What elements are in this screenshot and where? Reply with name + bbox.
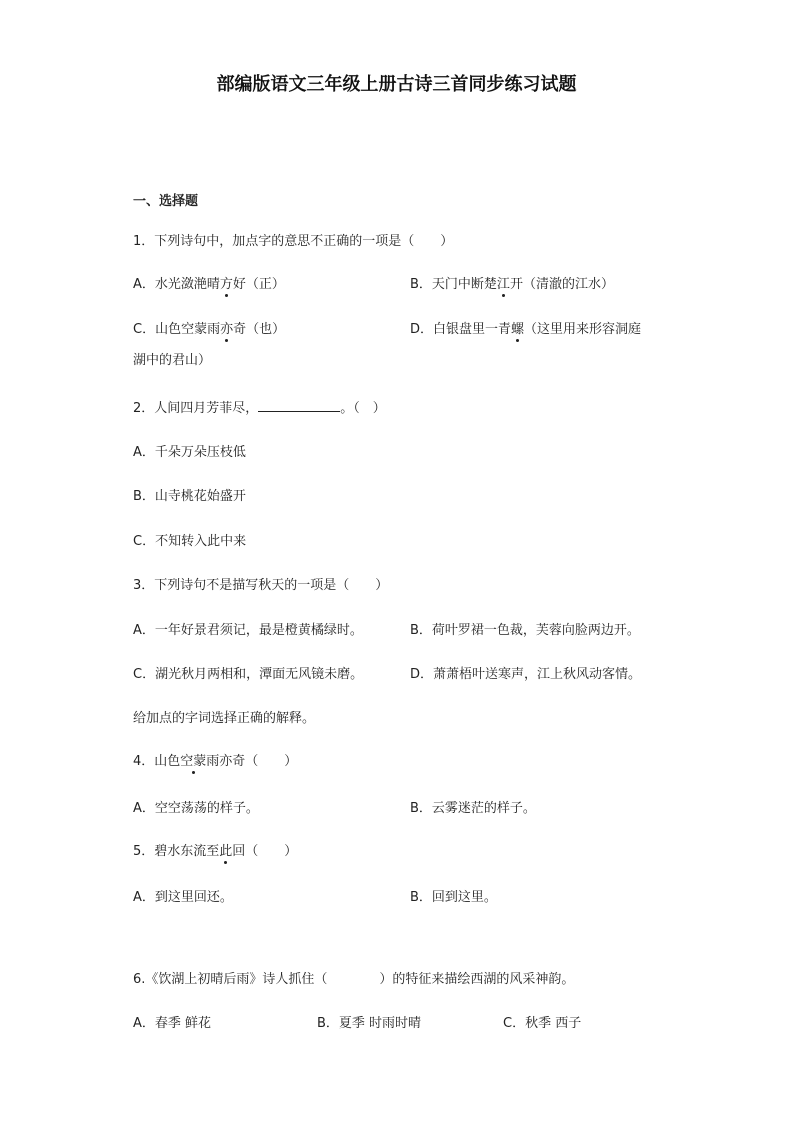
question-3-option-b: B．荷叶罗裙一色裁，芙蓉向脸两边开。 [410, 623, 640, 638]
dotted-chars: 空蒙 [180, 754, 207, 769]
question-2-option-a: A．千朵万朵压枝低 [133, 445, 246, 460]
stem-text: 5．碧水东流 [133, 844, 207, 859]
option-text: （这里用来形容洞庭 [524, 322, 642, 337]
stem-text: 。（ ） [340, 401, 386, 416]
question-1-option-a [133, 276, 285, 294]
option-text: A．水光潋滟晴 [133, 277, 220, 292]
question-1-option-d-continued: 湖中的君山） [133, 353, 212, 368]
question-4-option-b: B．云雾迷茫的样子。 [410, 801, 536, 816]
question-1-option-d [410, 321, 641, 339]
dotted-char: 江 [496, 277, 510, 292]
question-6-option-b: B．夏季 时雨时晴 [317, 1016, 422, 1031]
question-3-option-a: A．一年好景君须记，最是橙黄橘绿时。 [133, 623, 363, 638]
option-text: 好（正） [232, 277, 285, 292]
stem-text: 雨亦奇（ ） [206, 754, 298, 769]
fill-in-blank [258, 399, 340, 412]
question-3-option-d: D．萧萧梧叶送寒声，江上秋风动客情。 [410, 667, 642, 682]
dotted-char: 螺 [511, 322, 525, 337]
question-3-option-c: C．湖光秋月两相和，潭面无风镜未磨。 [133, 667, 364, 682]
dotted-char: 方 [219, 277, 233, 292]
option-text: 开（清澈的江水） [509, 277, 614, 292]
question-5-option-a: A．到这里回还。 [133, 890, 233, 905]
instruction-text: 给加点的字词选择正确的解释。 [133, 711, 316, 726]
question-6-stem: 6.《饮湖上初晴后雨》诗人抓住（ ）的特征来描绘西湖的风采神韵。 [133, 972, 575, 987]
stem-text: （ ） [245, 844, 298, 859]
question-4-option-a: A．空空荡荡的样子。 [133, 801, 259, 816]
option-text: D．白银盘里一青 [410, 322, 512, 337]
dotted-chars: 至此回 [206, 844, 246, 859]
stem-text: 2．人间四月芳菲尽， [133, 401, 259, 416]
question-4-stem [133, 753, 297, 771]
question-2-stem [133, 399, 386, 418]
stem-text: 4．山色 [133, 754, 181, 769]
option-text: B．天门中断楚 [410, 277, 497, 292]
dotted-char: 亦 [220, 322, 234, 337]
question-2-option-b: B．山寺桃花始盛开 [133, 489, 246, 504]
question-3-stem: 3．下列诗句不是描写秋天的一项是（ ） [133, 578, 389, 593]
question-2-option-c: C．不知转入此中来 [133, 534, 247, 549]
section-heading: 一、选择题 [133, 194, 199, 209]
question-6-option-a: A．春季 鲜花 [133, 1016, 212, 1031]
question-5-option-b: B．回到这里。 [410, 890, 497, 905]
option-text: 奇（也） [233, 322, 286, 337]
question-1-option-c [133, 321, 285, 339]
option-text: C．山色空蒙雨 [133, 322, 221, 337]
question-6-option-c: C．秋季 西子 [503, 1016, 582, 1031]
question-1-stem: 1．下列诗句中，加点字的意思不正确的一项是（ ） [133, 234, 454, 249]
page-title: 部编版语文三年级上册古诗三首同步练习试题 [216, 74, 577, 95]
question-1-option-b [410, 276, 614, 294]
question-5-stem [133, 843, 297, 861]
